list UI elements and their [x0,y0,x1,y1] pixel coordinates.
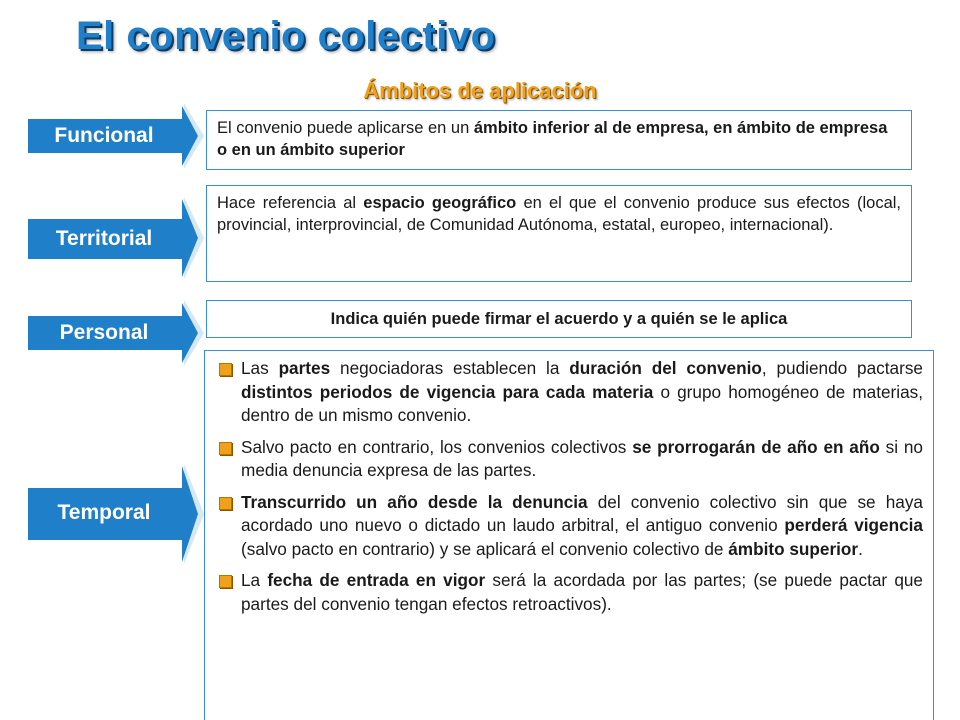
temporal-item [219,491,923,562]
item-text: será la acordada por las partes; (se puede pactar que partes del convenio tengan efectos retroactivos). [241,570,923,614]
item-text: (salvo pacto en contrario) y se aplicará el convenio colectivo de [241,538,729,559]
arrow-personal [24,300,204,366]
temporal-item [219,357,923,428]
page-title: El convenio colectivo [76,14,496,58]
territorial-text-2: en el que el convenio produce sus efectos (local, provincial, interprovincial, de Comunidad Autónoma, estatal, europeo, internacional). [217,194,901,234]
temporal-item [219,569,923,616]
funcional-text: El convenio puede aplicarse en un [217,119,474,137]
territorial-text-1: Hace referencia al [217,194,364,212]
item-text: o grupo homogéneo de materias, dentro de un mismo convenio. [241,381,924,425]
arrow-territorial [24,193,204,283]
label-temporal: Temporal [57,501,151,524]
item-text: . [858,538,863,559]
arrow-funcional [24,103,204,169]
personal-bold: Indica quién puede firmar el acuerdo y a quién se le aplica [330,310,788,328]
square-bullet-icon [219,363,232,376]
label-territorial: Territorial [55,227,153,250]
item-text: si no media denuncia expresa de las partes. [241,436,923,480]
item-bold: perderá vigencia [784,515,923,535]
item-text: Las [241,358,279,378]
item-text: La [241,570,268,590]
arrow-temporal [24,460,204,568]
item-bold: duración del convenio [569,358,762,378]
box-territorial [206,185,912,282]
item-bold: distintos periodos de vigencia para cada materia [241,381,654,402]
item-bold: Transcurrido un año desde la denuncia [241,491,588,512]
square-bullet-icon [219,497,232,510]
item-bold: partes [278,358,331,378]
item-text: del convenio colectivo sin que se haya acordado uno nuevo o dictado un laudo arbitral, el antiguo convenio [241,491,923,535]
item-bold: fecha de entrada en vigor [267,570,486,590]
box-personal [206,300,912,338]
item-text: Salvo pacto en contrario, los convenios colectivos [241,436,633,457]
territorial-bold: espacio geográfico [363,194,517,212]
item-text: negociadoras establecen la [330,358,570,378]
label-personal: Personal [59,321,149,344]
item-bold: se prorrogarán de año en año [632,436,880,457]
item-text: , pudiendo pactarse [761,358,923,378]
square-bullet-icon [219,575,232,588]
box-temporal [204,350,934,720]
temporal-item [219,436,923,483]
square-bullet-icon [219,442,232,455]
item-bold: ámbito superior [728,538,859,559]
funcional-bold: ámbito inferior al de empresa, en ámbito de empresa o en un ámbito superior [217,119,888,159]
page-subtitle: Ámbitos de aplicación [363,78,597,103]
box-funcional [206,110,912,170]
label-funcional: Funcional [54,124,154,147]
